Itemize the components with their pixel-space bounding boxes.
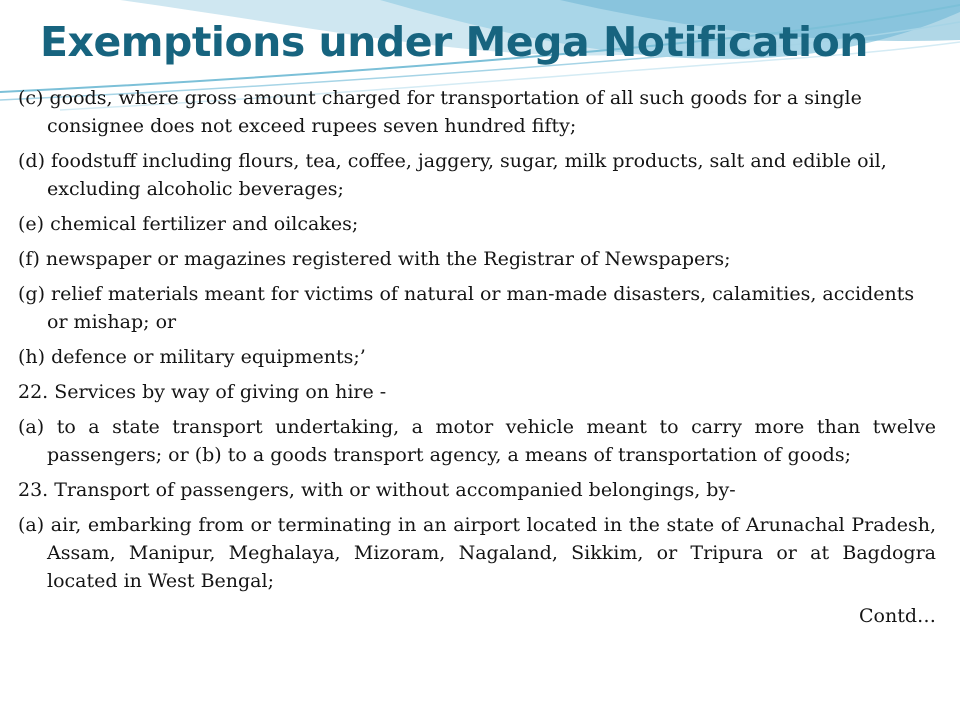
slide-title: Exemptions under Mega Notification xyxy=(40,18,868,66)
contd-label: Contd… xyxy=(858,605,936,627)
paragraph-e: (e) chemical fertilizer and oilcakes; xyxy=(18,213,359,235)
paragraph-d: (d) foodstuff including flours, tea, coffee, jaggery, sugar, milk products, salt and edible oil, excluding alcoholic beverages; xyxy=(18,150,887,200)
paragraph-22a: (a) to a state transport undertaking, a motor vehicle meant to carry more than twelve passengers; or (b) to a goods transport agency, a means of transportation of goods; xyxy=(18,416,936,466)
paragraph-g: (g) relief materials meant for victims of natural or man-made disasters, calamities, accidents or mishap; or xyxy=(18,283,915,333)
slide-body xyxy=(18,84,936,630)
paragraph-f: (f) newspaper or magazines registered with the Registrar of Newspapers; xyxy=(18,248,731,270)
paragraph-h: (h) defence or military equipments;’ xyxy=(18,346,366,368)
paragraph-c: (c) goods, where gross amount charged for transportation of all such goods for a single consignee does not exceed rupees seven hundred fifty; xyxy=(18,87,862,137)
paragraph-23a: (a) air, embarking from or terminating in an airport located in the state of Arunachal Pradesh, Assam, Manipur, Meghalaya, Mizoram, Nagaland, Sikkim, or Tripura or at Bagdogra located in West Bengal; xyxy=(18,514,936,592)
paragraph-22: 22. Services by way of giving on hire - xyxy=(18,381,387,403)
paragraph-23: 23. Transport of passengers, with or without accompanied belongings, by- xyxy=(18,479,736,501)
